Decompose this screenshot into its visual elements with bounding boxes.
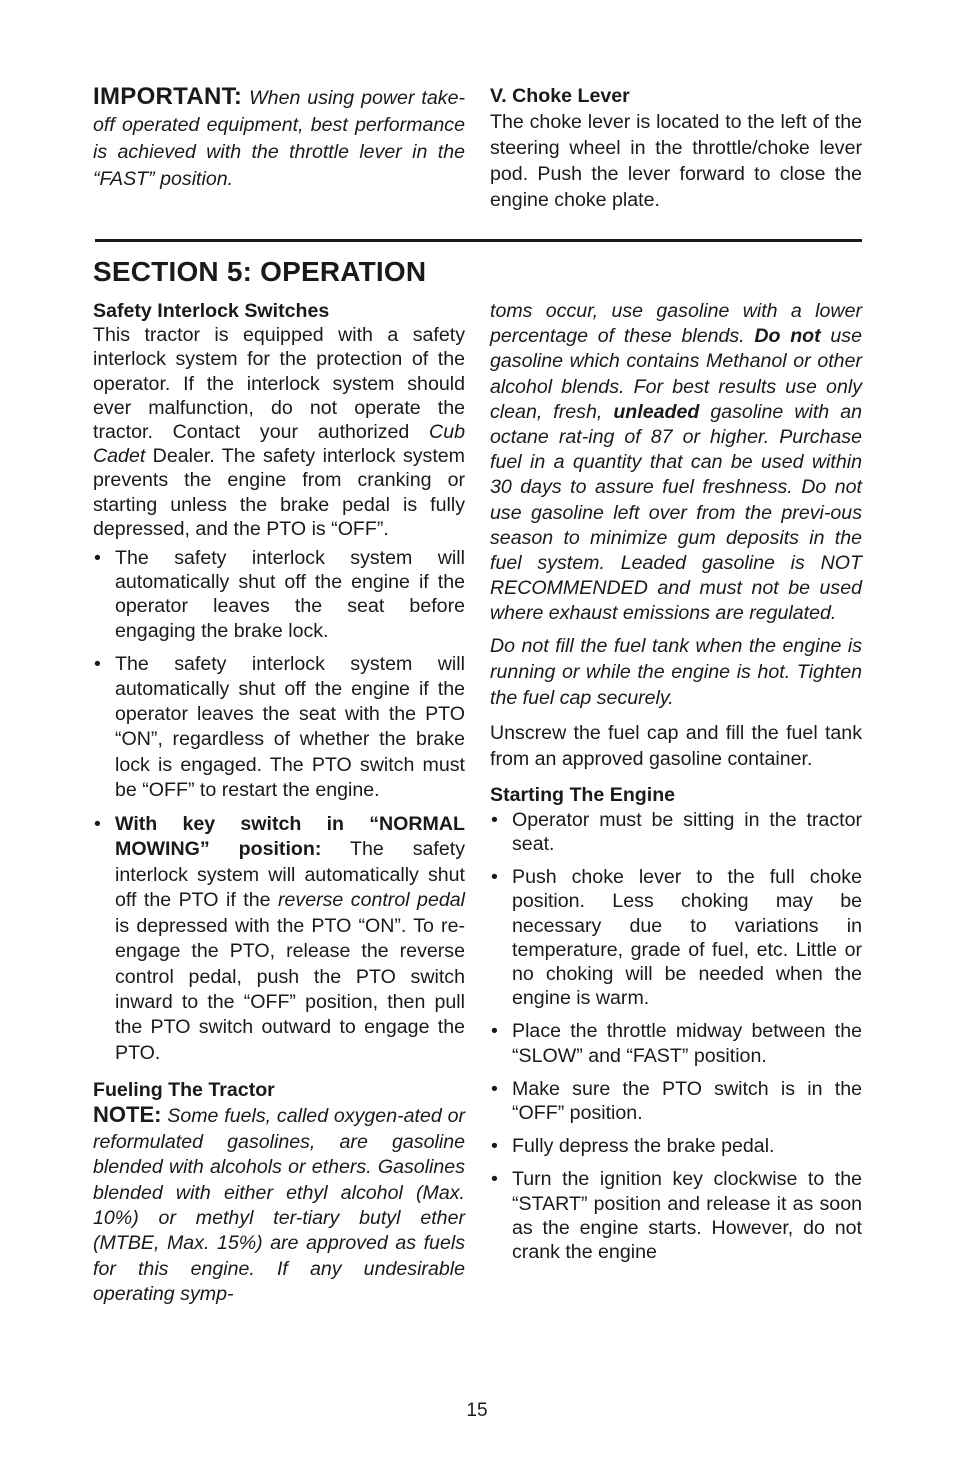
important-block	[93, 83, 465, 193]
list-item: • Operator must be sitting in the tractor seat.	[490, 808, 862, 856]
note-label: NOTE:	[93, 1102, 162, 1128]
unleaded-emphasis: unleaded	[613, 400, 700, 423]
section-divider	[95, 239, 862, 242]
important-text: When using power take-off operated equipment, best performance is achieved with the throttle lever in the “FAST” position.	[93, 87, 465, 190]
choke-lever-heading: V. Choke Lever	[490, 85, 630, 107]
list-item: • The safety interlock system will automatically shut off the engine if the operator leaves the seat with the PTO “ON”, regardless of whether the brake lock is engaged. The PTO switch must be “OFF” to restart the engine.	[93, 652, 465, 803]
interlock-intro-part: This tractor is equipped with a safety interlock system for the protection of the operator. If the interlock system should ever malfunction, do not operate the tractor. Contact your authorized	[93, 324, 465, 444]
list-item: • Place the throttle midway between the “SLOW” and “FAST” position.	[490, 1019, 862, 1067]
important-paragraph	[93, 83, 465, 193]
section-title: SECTION 5: OPERATION	[93, 256, 427, 287]
choke-lever-text: The choke lever is located to the left of the steering wheel in the throttle/choke lever pod. Push the lever forward to close the engine choke plate.	[490, 111, 862, 211]
fuel-note-part-1	[93, 1102, 465, 1307]
list-item-part: is depressed with the PTO “ON”. To re-engage the PTO, release the reverse control pedal, push the PTO switch inward to the “OFF” position, then pull the PTO switch outward to engage the PTO.	[115, 914, 465, 1064]
important-label: IMPORTANT:	[93, 83, 243, 110]
key-switch-label: With key switch in “NORMAL MOWING” position:	[115, 813, 465, 861]
choke-lever-block	[490, 83, 862, 213]
interlock-intro-part: Dealer. The safety interlock system prevents the engine from cranking or starting unless the brake pedal is fully depressed, and the PTO is “OFF”.	[93, 445, 465, 540]
left-column	[93, 299, 465, 1308]
note-text: Some fuels, called oxygen-ated or reformulated gasolines, are gasoline blended with alcohols or ethers. Gasolines blended with either ethyl alcohol (Max. 10%) or methyl ter-tiary butyl ether (MTBE, Max. 15%) are approved as fuels for this engine. If any undesirable operating symp-	[93, 1105, 465, 1306]
brand-name: Cub Cadet	[93, 421, 465, 468]
reverse-pedal-term: reverse control pedal	[277, 889, 465, 912]
starting-heading: Starting The Engine	[490, 783, 676, 806]
interlock-heading: Safety Interlock Switches	[93, 300, 330, 322]
list-item: • Fully depress the brake pedal.	[490, 1134, 862, 1158]
interlock-list	[93, 546, 465, 1066]
fuel-note-part-2: toms occur, use gasoline with a lower percentage of these blends. Do not use gasoline which contains Methanol or other alcohol blends. For best results use only clean, fresh, unleaded gasoline with an octane rat-ing of 87 or higher. Purchase fuel in a quantity that can be used within 30 days to assure fuel freshness. Do not use gasoline left over from the previ-ous season to minimize gum deposits in the fuel system. Leaded gasoline is NOT RECOMMENDED and must not be used where exhaust emissions are regulated.	[490, 300, 862, 625]
fuel-warning: Do not fill the fuel tank when the engine is running or while the engine is hot. Tighten the fuel cap securely.	[490, 634, 862, 709]
list-item: • Turn the ignition key clockwise to the “START” position and release it as soon as the engine starts. However, do not crank the engine	[490, 1167, 862, 1264]
starting-list	[490, 808, 862, 1264]
fuel-instruction: Unscrew the fuel cap and fill the fuel tank from an approved gasoline container.	[490, 721, 862, 771]
interlock-intro	[93, 323, 465, 541]
list-item	[93, 812, 465, 1066]
fueling-heading: Fueling The Tractor	[93, 1079, 275, 1102]
list-item-part: The safety interlock system will automatically shut off the PTO if the	[115, 838, 465, 912]
right-column	[490, 299, 862, 1264]
do-not-emphasis: Do not	[754, 325, 821, 348]
list-item: • The safety interlock system will automatically shut off the engine if the operator leaves the seat before engaging the brake lock.	[93, 546, 465, 643]
list-item: • Make sure the PTO switch is in the “OFF” position.	[490, 1077, 862, 1125]
page-number: 15	[466, 1400, 488, 1421]
list-item: • Push choke lever to the full choke position. Less choking may be necessary due to variations in temperature, grade of fuel, etc. Little or no choking will be needed when the engine is warm.	[490, 865, 862, 1010]
